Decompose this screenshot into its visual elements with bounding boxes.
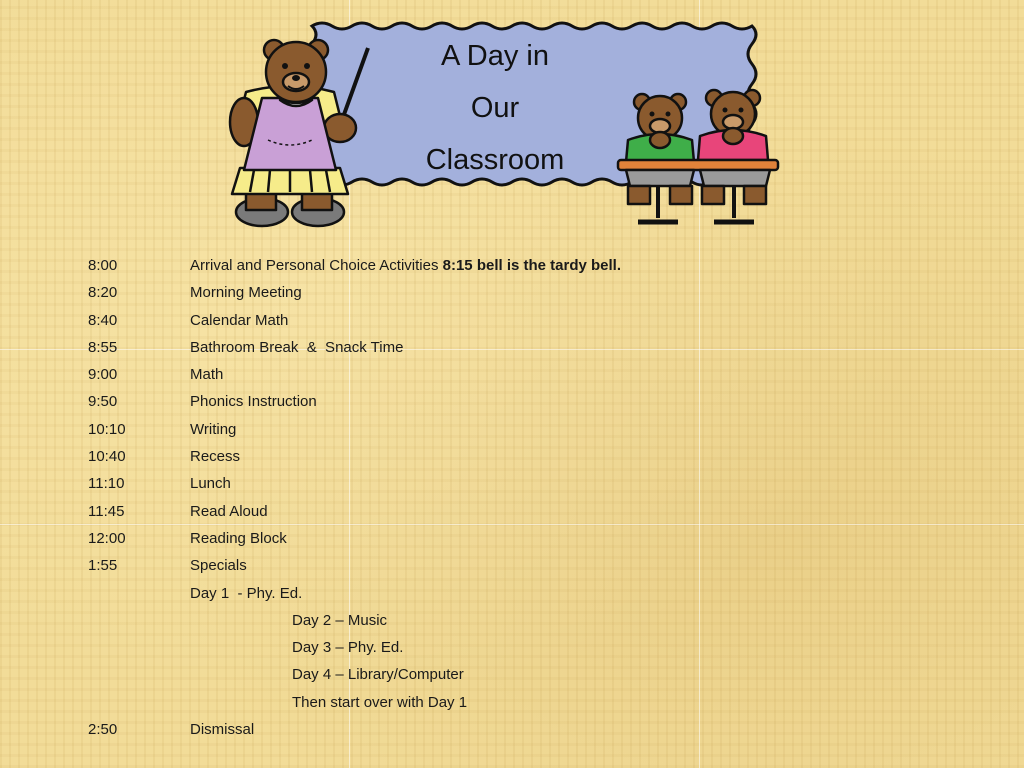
specials-rotation-item: Day 4 – Library/Computer [292, 666, 464, 684]
schedule-activity: Recess [190, 448, 241, 466]
schedule-row [88, 279, 848, 306]
schedule-activity: Writing [190, 420, 237, 438]
schedule-activity [190, 252, 621, 279]
schedule-activity: Dismissal [190, 721, 255, 739]
schedule-row [88, 552, 848, 579]
schedule-time: 10:10 [88, 420, 126, 438]
specials-rotation-row [88, 689, 848, 716]
schedule-row [88, 307, 848, 334]
schedule-row [88, 416, 848, 443]
schedule-activity: Math [190, 366, 224, 384]
schedule-time: 8:55 [88, 338, 118, 356]
schedule-activity: Read Aloud [190, 502, 268, 520]
schedule-activity: Reading Block [190, 529, 287, 547]
schedule-time: 8:20 [88, 284, 118, 302]
schedule-time: 8:40 [88, 311, 118, 329]
schedule-time: 11:45 [88, 502, 125, 520]
schedule-row [88, 334, 848, 361]
schedule-row [88, 498, 848, 525]
specials-rotation-item: Day 2 – Music [292, 611, 388, 629]
title-line: A Day in [441, 40, 549, 72]
schedule-time: 8:00 [88, 257, 118, 274]
title-line: Classroom [425, 144, 565, 176]
title-line: Our [470, 92, 520, 124]
schedule-row [88, 470, 848, 497]
page-title [395, 30, 595, 186]
schedule-row [88, 716, 848, 743]
schedule-time: 9:00 [88, 366, 118, 384]
specials-rotation-row [88, 607, 848, 634]
specials-rotation-row [88, 634, 848, 661]
specials-rotation-row [88, 661, 848, 688]
schedule-row [88, 580, 848, 607]
schedule-time: 12:00 [88, 529, 126, 547]
schedule-activity: Phonics Instruction [190, 393, 317, 411]
activity-text: Arrival and Personal Choice Activities [190, 257, 443, 274]
schedule-row [88, 525, 848, 552]
schedule-time: 11:10 [88, 475, 125, 493]
schedule-activity: Morning Meeting [190, 284, 302, 302]
schedule-row [88, 361, 848, 388]
schedule-activity: Day 1 - Phy. Ed. [190, 584, 303, 602]
schedule-activity: Bathroom Break & Snack Time [190, 338, 404, 356]
daily-schedule [88, 252, 848, 743]
tardy-bell-note: 8:15 bell is the tardy bell. [442, 257, 622, 274]
schedule-time: 2:50 [88, 721, 118, 739]
schedule-activity: Specials [190, 557, 247, 575]
schedule-time: 9:50 [88, 393, 118, 411]
specials-rotation-item: Day 3 – Phy. Ed. [292, 639, 404, 657]
schedule-time: 1:55 [88, 557, 118, 575]
schedule-time: 10:40 [88, 448, 126, 466]
specials-rotation-item: Then start over with Day 1 [292, 693, 468, 711]
schedule-row [88, 443, 848, 470]
schedule-row [88, 388, 848, 415]
schedule-activity: Lunch [190, 475, 231, 493]
schedule-row [88, 252, 848, 279]
schedule-activity: Calendar Math [190, 311, 289, 329]
